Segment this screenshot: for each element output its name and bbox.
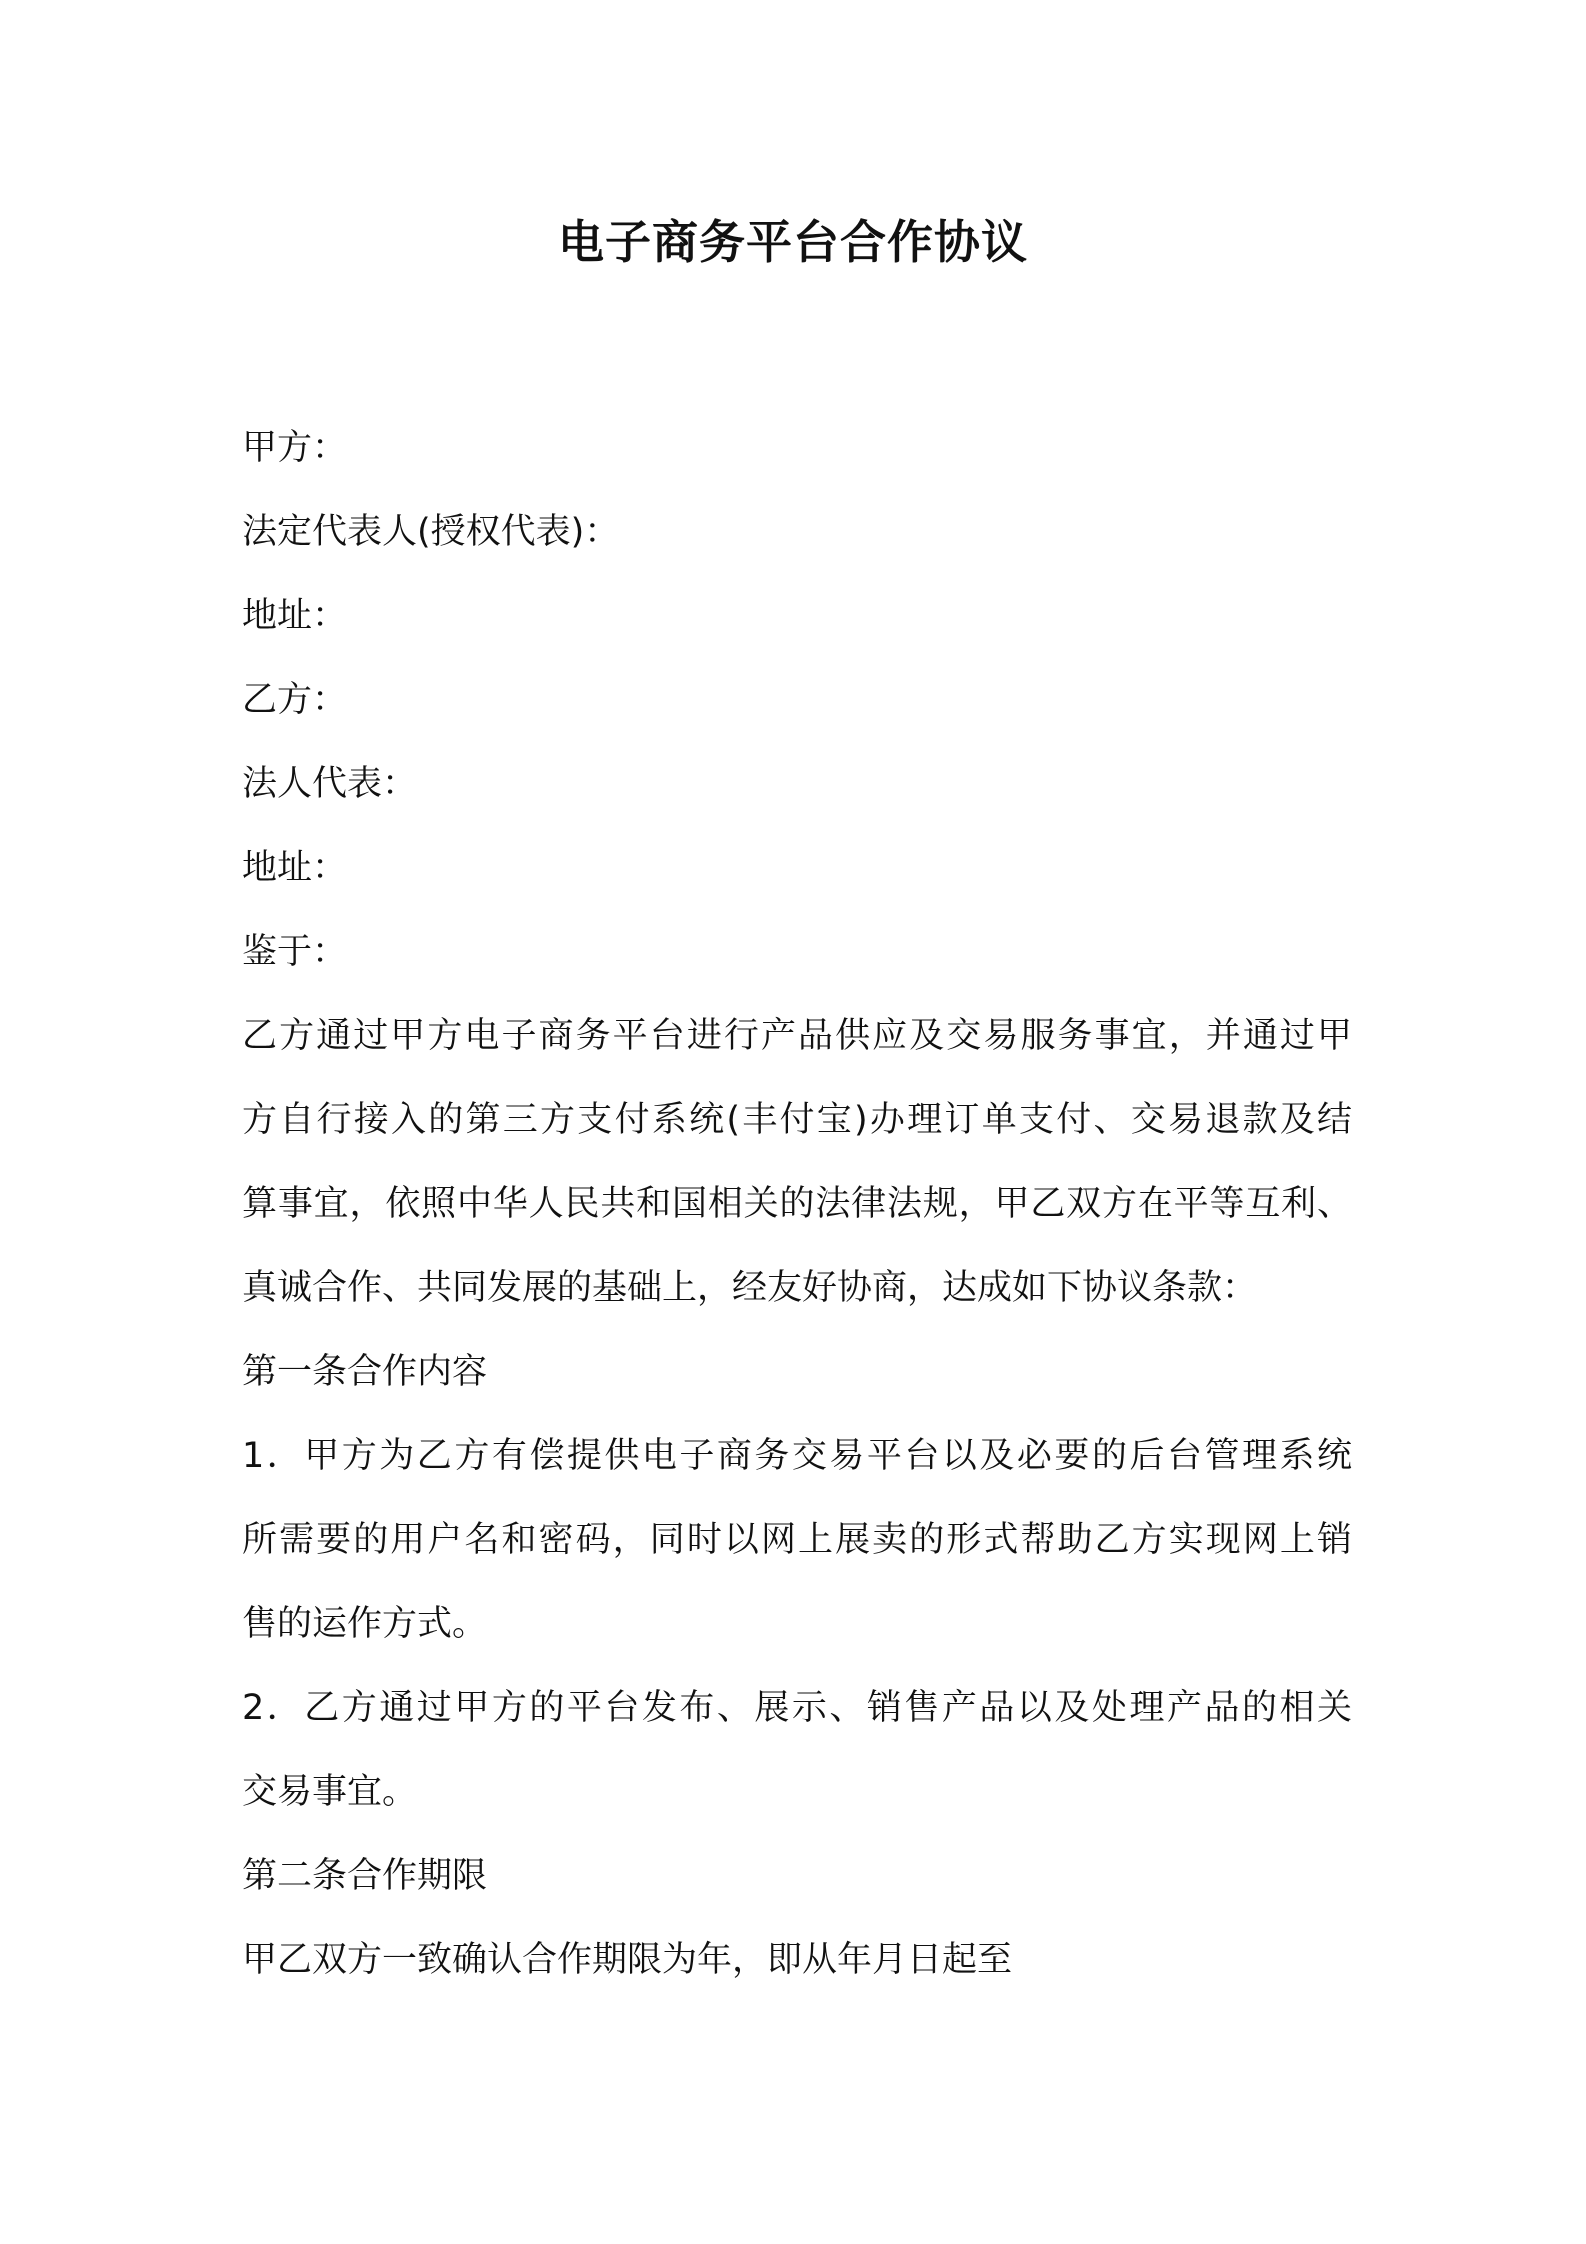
text-line: 乙方通过甲方电子商务平台进行产品供应及交易服务事宜，并通过甲 [242,1016,1352,1056]
text-line: 法人代表： [242,764,418,804]
text-line: 鉴于： [242,932,348,972]
text-line: 地址： [242,848,348,888]
document-body [242,406,1352,2002]
text-line: 方自行接入的第三方支付系统(丰付宝)办理订单支付、交易退款及结 [242,1100,1352,1140]
text-line: 甲方： [242,428,348,468]
text-line: 2．乙方通过甲方的平台发布、展示、销售产品以及处理产品的相关 [242,1688,1352,1728]
text-line: 售的运作方式。 [242,1604,488,1644]
text-line: 第一条合作内容 [242,1352,488,1392]
text-line: 法定代表人(授权代表)： [242,512,620,552]
text-line: 真诚合作、共同发展的基础上，经友好协商，达成如下协议条款： [242,1268,1258,1308]
text-line: 第二条合作期限 [242,1856,488,1896]
text-line: 1．甲方为乙方有偿提供电子商务交易平台以及必要的后台管理系统 [242,1436,1352,1476]
text-line: 交易事宜。 [242,1772,418,1812]
text-line: 地址： [242,596,348,636]
text-line: 甲乙双方一致确认合作期限为年，即从年月日起至 [242,1940,1013,1980]
text-line: 乙方： [242,680,348,720]
document-title: 电子商务平台合作协议 [558,215,1028,269]
text-line: 所需要的用户名和密码，同时以网上展卖的形式帮助乙方实现网上销 [242,1520,1352,1560]
text-line: 算事宜，依照中华人民共和国相关的法律法规，甲乙双方在平等互利、 [242,1184,1352,1224]
